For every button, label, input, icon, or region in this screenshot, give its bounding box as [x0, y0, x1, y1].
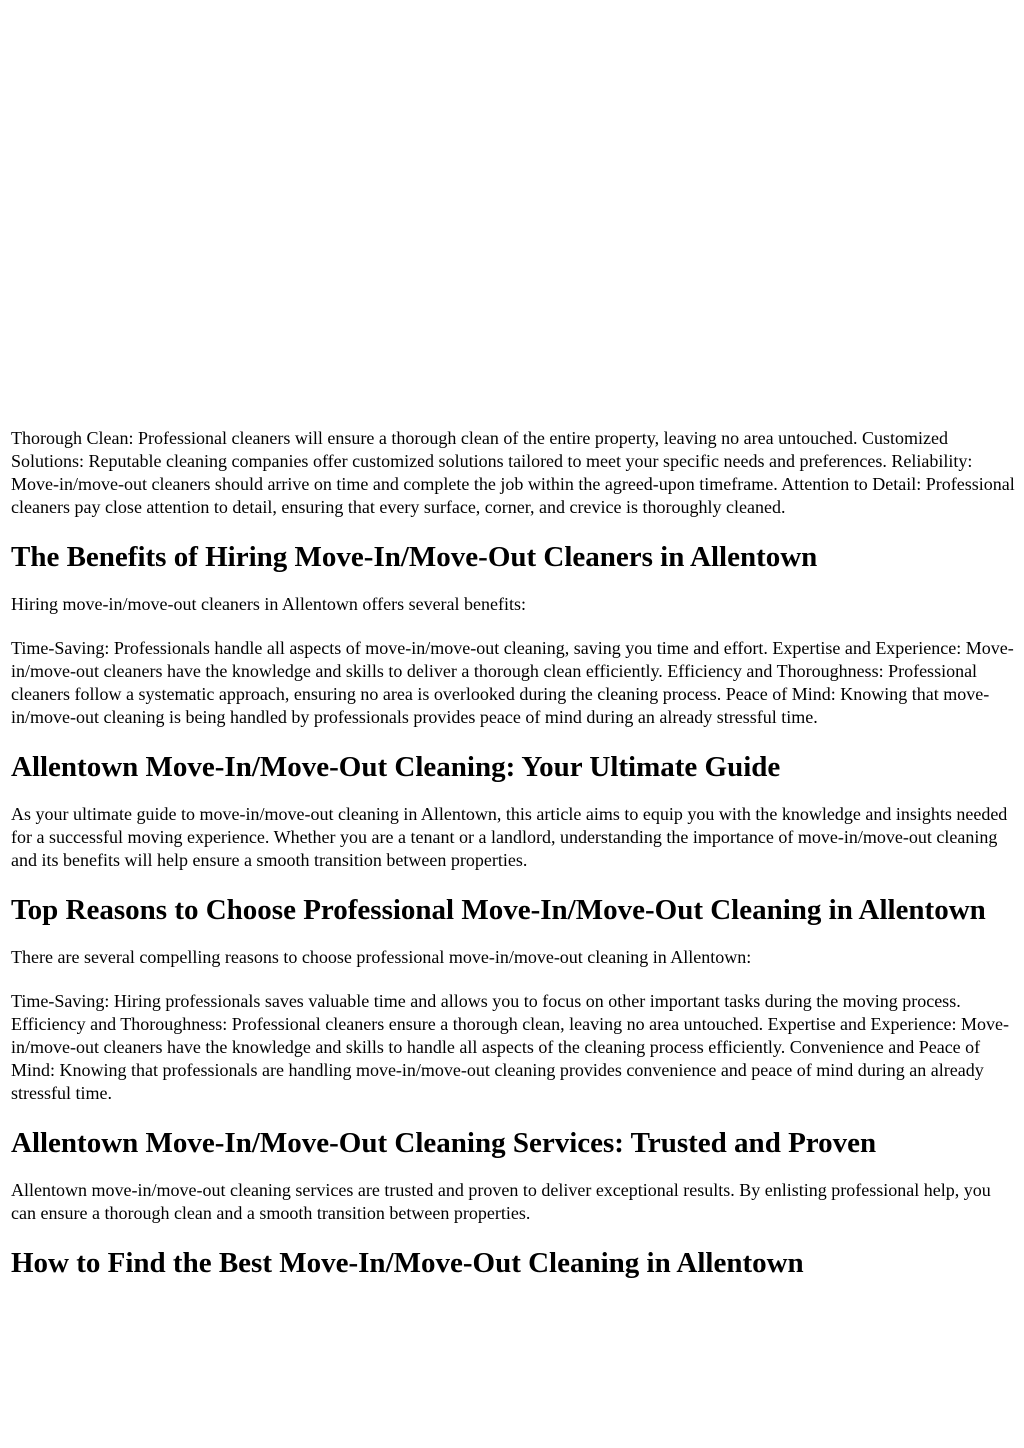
document-body	[11, 427, 1015, 1299]
paragraph-thorough-clean: Thorough Clean: Professional cleaners will ensure a thorough clean of the entire property, leaving no area untouched. Customized Solutions: Reputable cleaning companies offer customized solutions tailored to meet your specific needs and preferences. Reliability: Move-in/move-out cleaners should arrive on time and complete the job within the agreed-upon timeframe. Attention to Detail: Professional cleaners pay close attention to detail, ensuring that every surface, corner, and crevice is thoroughly cleaned.	[11, 428, 1015, 517]
blank-top-area	[0, 0, 1024, 420]
heading-top-reasons: Top Reasons to Choose Professional Move-In/Move-Out Cleaning in Allentown	[11, 894, 986, 926]
heading-benefits: The Benefits of Hiring Move-In/Move-Out Cleaners in Allentown	[11, 541, 818, 573]
paragraph-top-reasons-list: Time-Saving: Hiring professionals saves valuable time and allows you to focus on other important tasks during the moving process. Efficiency and Thoroughness: Professional cleaners ensure a thorough clean, leaving no area untouched. Expertise and Experience: Move-in/move-out cleaners have the knowledge and skills to handle all aspects of the cleaning process efficiently. Convenience and Peace of Mind: Knowing that professionals are handling move-in/move-out cleaning provides convenience and peace of mind during an already stressful time.	[11, 991, 1009, 1103]
heading-ultimate-guide: Allentown Move-In/Move-Out Cleaning: Your Ultimate Guide	[11, 751, 781, 783]
paragraph-ultimate-guide: As your ultimate guide to move-in/move-out cleaning in Allentown, this article aims to equip you with the knowledge and insights needed for a successful moving experience. Whether you are a tenant or a landlord, understanding the importance of move-in/move-out cleaning and its benefits will help ensure a smooth transition between properties.	[11, 804, 1008, 870]
paragraph-benefits-list: Time-Saving: Professionals handle all aspects of move-in/move-out cleaning, saving you time and effort. Expertise and Experience: Move-in/move-out cleaners have the knowledge and skills to deliver a thorough clean efficiently. Efficiency and Thoroughness: Professional cleaners follow a systematic approach, ensuring no area is overlooked during the cleaning process. Peace of Mind: Knowing that move-in/move-out cleaning is being handled by professionals provides peace of mind during an already stressful time.	[11, 638, 1014, 727]
heading-find-best: How to Find the Best Move-In/Move-Out Cleaning in Allentown	[11, 1247, 804, 1279]
paragraph-top-reasons-intro: There are several compelling reasons to choose professional move-in/move-out cleaning in Allentown:	[11, 947, 752, 967]
paragraph-trusted-proven: Allentown move-in/move-out cleaning services are trusted and proven to deliver exceptional results. By enlisting professional help, you can ensure a thorough clean and a smooth transition between properties.	[11, 1180, 991, 1223]
paragraph-benefits-intro: Hiring move-in/move-out cleaners in Allentown offers several benefits:	[11, 594, 527, 614]
heading-trusted-proven: Allentown Move-In/Move-Out Cleaning Services: Trusted and Proven	[11, 1127, 877, 1159]
